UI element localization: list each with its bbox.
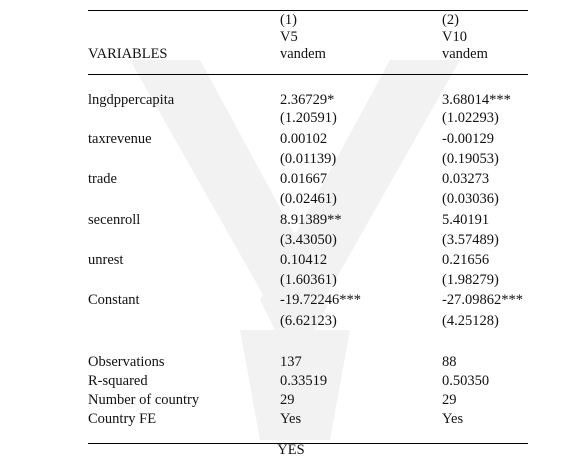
- row-label-constant: Constant: [88, 292, 140, 308]
- se-trade-2: (0.03036): [442, 191, 499, 207]
- row-label-taxrevenue: taxrevenue: [88, 131, 152, 147]
- se-unrest-1: (1.60361): [280, 272, 337, 288]
- row-label-secenroll: secenroll: [88, 212, 141, 228]
- se-constant-2: (4.25128): [442, 313, 499, 329]
- table-top-rule: [88, 10, 528, 11]
- stat-label-country-fe: Country FE: [88, 411, 157, 427]
- coef-taxrevenue-2: -0.00129: [442, 131, 494, 147]
- stat-label-number-of-country: Number of country: [88, 392, 200, 408]
- row-label-trade: trade: [88, 171, 117, 187]
- stat-observations-1: 137: [280, 354, 302, 370]
- stat-r-squared-1: 0.33519: [280, 373, 328, 389]
- column-number-2: (2): [442, 12, 459, 28]
- stat-country-fe-1: Yes: [280, 411, 302, 427]
- stat-r-squared-2: 0.50350: [442, 373, 490, 389]
- stat-country-fe-2: Yes: [442, 411, 464, 427]
- dependent-variable-1: vandem: [280, 46, 326, 62]
- stat-number-of-country-2: 29: [442, 392, 457, 408]
- stat-observations-2: 88: [442, 354, 457, 370]
- se-lngdppercapita-1: (1.20591): [280, 110, 337, 126]
- table-header-rule: [88, 74, 528, 75]
- se-secenroll-1: (3.43050): [280, 232, 337, 248]
- row-label-unrest: unrest: [88, 252, 124, 268]
- table-footer-yes: YES: [277, 442, 305, 458]
- coef-lngdppercapita-2: 3.68014***: [442, 92, 511, 108]
- coef-unrest-1: 0.10412: [280, 252, 328, 268]
- column-model-2: V10: [442, 29, 467, 45]
- se-secenroll-2: (3.57489): [442, 232, 499, 248]
- column-model-1: V5: [280, 29, 298, 45]
- coef-taxrevenue-1: 0.00102: [280, 131, 328, 147]
- row-label-lngdppercapita: lngdppercapita: [88, 92, 175, 108]
- coef-unrest-2: 0.21656: [442, 252, 490, 268]
- se-unrest-2: (1.98279): [442, 272, 499, 288]
- se-taxrevenue-2: (0.19053): [442, 151, 499, 167]
- se-taxrevenue-1: (0.01139): [280, 151, 337, 167]
- stat-label-r-squared: R-squared: [88, 373, 148, 389]
- coef-lngdppercapita-1: 2.36729*: [280, 92, 335, 108]
- dependent-variable-2: vandem: [442, 46, 488, 62]
- stat-label-observations: Observations: [88, 354, 165, 370]
- variables-header: VARIABLES: [88, 46, 168, 62]
- coef-trade-2: 0.03273: [442, 171, 490, 187]
- coef-constant-1: -19.72246***: [280, 292, 361, 308]
- se-constant-1: (6.62123): [280, 313, 337, 329]
- se-trade-1: (0.02461): [280, 191, 337, 207]
- se-lngdppercapita-2: (1.02293): [442, 110, 499, 126]
- coef-trade-1: 0.01667: [280, 171, 328, 187]
- coef-constant-2: -27.09862***: [442, 292, 523, 308]
- coef-secenroll-2: 5.40191: [442, 212, 490, 228]
- stat-number-of-country-1: 29: [280, 392, 295, 408]
- coef-secenroll-1: 8.91389**: [280, 212, 342, 228]
- column-number-1: (1): [280, 12, 297, 28]
